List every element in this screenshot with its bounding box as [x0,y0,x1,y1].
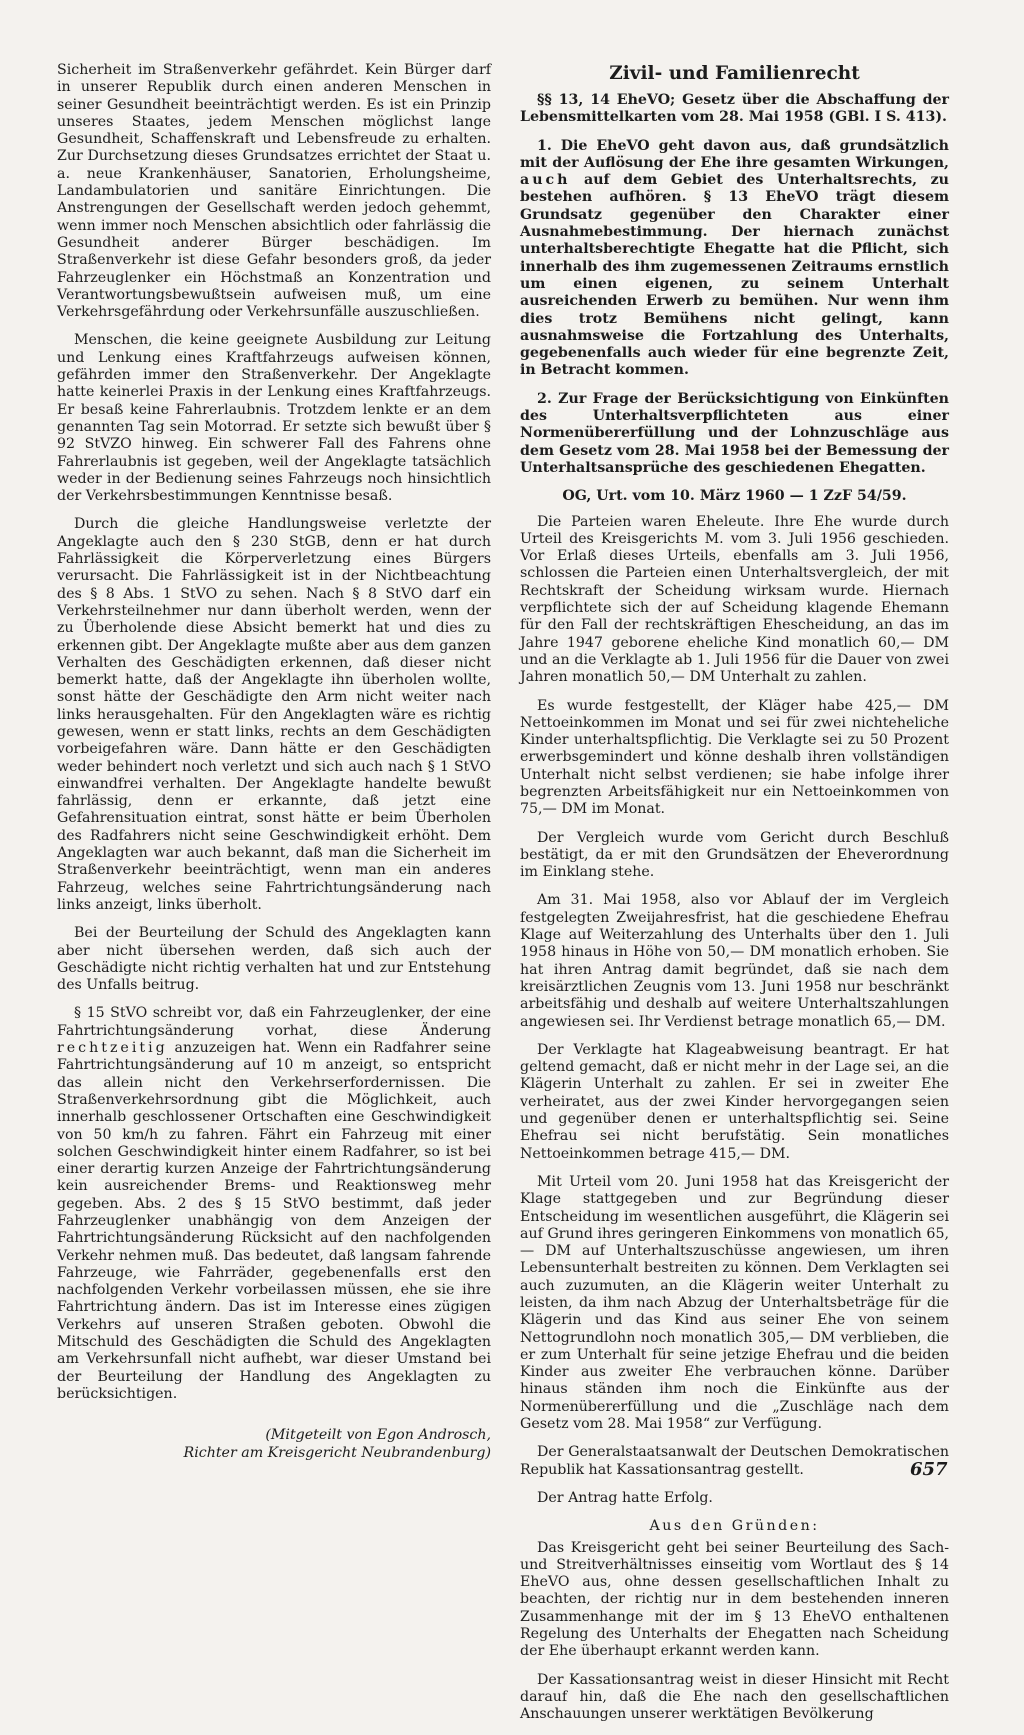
paragraph: Sicherheit im Straßenverkehr gefährdet. Kein Bürger darf in unserer Republik durch einen anderen Menschen in seiner Gesundheit beeinträchtigt werden. Es ist ein Prinzip unseres Staates, jedem Menschen möglichst lange Gesundheit, Schaffenskraft und Lebensfreude zu erhalten. Zur Durchsetzung dieses Grundsatzes errichtet der Staat u. a. neue Krankenhäuser, Sanatorien, Erholungsheime, Landambulatorien und sanitäre Einrichtungen. Die Anstrengungen der Gesellschaft werden jedoch gehemmt, wenn immer noch Menschen absichtlich oder fahrlässig die Gesundheit anderer Bürger beschädigen. Im Straßenverkehr ist diese Gefahr besonders groß, da jeder Fahrzeuglenker ein Höchstmaß an Konzentration und Verantwortungsbewußtsein aufweisen muß, um eine Verkehrsgefährdung oder Verkehrsunfälle auszuschließen. [57,62,491,321]
section-title: Zivil- und Familienrecht [609,63,860,84]
signature-line-2: Richter am Kreisgericht Neubrandenburg) [183,1444,491,1461]
text-run: anzuzeigen hat. Wenn ein Radfahrer seine Fahrtrichtungsänderung auf 10 m anzeigt, so entspricht das allein nicht den Verkehrserfordernissen. Die Straßenverkehrsordnung gibt die Möglichkeit, auch innerhalb geschlossener Ortschaften eine Geschwindigkeit von 50 km/h zu fahren. Fährt ein Fahrzeug mit einer solchen Geschwindigkeit hinter einem Radfahrer, so ist bei einer derartig kurzen Anzeige der Fahrtrichtungsänderung kein ausreichender Brems- und Reaktionsweg mehr gegeben. Abs. 2 des § 15 StVO bestimmt, daß jeder Fahrzeuglenker unabhängig von dem Anzeigen der Fahrtrichtungsänderung Rücksicht auf den nachfolgenden Verkehr nehmen muß. Das bedeutet, daß langsam fahrende Fahrzeuge, wie Fahrräder, gegebenenfalls erst den nachfolgenden Verkehr vorbeilassen müssen, ehe sie ihre Fahrtrichtung ändern. Das ist im Interesse eines zügigen Verkehrs auf unseren Straßen geboten. Obwohl die Mitschuld des Geschädigten die Schuld des Angeklagten am Verkehrsunfall nicht aufhebt, war dieser Umstand bei der Beurteilung der Handlung des Angeklagten zu berücksichtigen. [57,1040,491,1402]
paragraph: Es wurde festgestellt, der Kläger habe 425,— DM Nettoeinkommen im Monat und sei für zwei nichteheliche Kinder unterhaltspflichtig. Die Verklagte sei zu 50 Prozent erwerbsgemindert und könne deshalb ihren vollständigen Unterhalt nicht selbst verdienen; sie habe infolge ihrer begrenzten Arbeitsfähigkeit nur ein Nettoeinkommen von 75,— DM im Monat. [520,697,949,818]
headnote-1 [520,138,949,380]
signature [57,1427,491,1462]
text-run: 1. Die EheVO geht davon aus, daß grundsätzlich mit der Auflösung der Ehe ihre gesamten Wirkungen, [520,137,949,171]
paragraph: Mit Urteil vom 20. Juni 1958 hat das Kreisgericht der Klage stattgegeben und zur Begründung dieser Entscheidung im wesentlichen ausgeführt, die Klägerin sei auf Grund ihres geringeren Einkommens von monatlich 65,— DM auf Unterhaltszuschüsse angewiesen, um ihren Lebensunterhalt bestreiten zu können. Dem Verklagten sei auch zuzumuten, an die Klägerin weiter Unterhalt zu leisten, da ihm nach Abzug der Unterhaltsbeträge für die Klägerin und das Kind aus seiner Ehe von seinem Nettogrundlohn noch monatlich 305,— DM verblieben, die er zum Unterhalt für seine jetzige Ehefrau und die beiden Kinder aus zweiter Ehe verbrauchen könne. Darüber hinaus ständen ihm noch die Einkünfte aus der Normenübererfüllung und die „Zuschläge nach dem Gesetz vom 28. Mai 1958“ zur Verfügung. [520,1173,949,1433]
right-column [520,62,949,1735]
page-number: 657 [910,1459,948,1480]
paragraph: Der Generalstaatsanwalt der Deutschen Demokratischen Republik hat Kassationsantrag gestellt. [520,1444,949,1478]
subheading: Aus den Gründen: [649,1518,820,1535]
paragraph: Der Antrag hatte Erfolg. [537,1489,713,1506]
left-column [57,62,491,1473]
text-run: auf dem Gebiet des Unterhaltsrechts, zu bestehen aufhören. § 13 EheVO trägt diesem Grundsatz gegenüber den Charakter einer Ausnahmebestimmung. Der hiernach zunächst unterhaltsberechtigte Ehegatte hat die Pflicht, sich innerhalb des ihm zugemessenen Zeitraums ernstlich um einen eigenen, zu seinem Unterhalt ausreichenden Erwerb zu bemühen. Nur wenn ihm dies trotz Bemühens nicht gelingt, kann ausnahmsweise die Fortzahlung des Unterhalts, gegebenenfalls auch wieder für eine begrenzte Zeit, in Betracht kommen. [520,172,949,379]
paragraph [57,1005,491,1403]
emphasis-spaced: rechtzeitig [57,1040,168,1057]
headnote-law: §§ 13, 14 EheVO; Gesetz über die Abschaffung der Lebensmittelkarten vom 28. Mai 1958 (GBl. I S. 413). [520,92,949,126]
paragraph: Bei der Beurteilung der Schuld des Angeklagten kann aber nicht übersehen werden, daß sich auch der Geschädigte nicht richtig verhalten hat und zur Entstehung des Unfalls beitrug. [57,925,491,994]
emphasis-spaced: auch [520,172,571,189]
paragraph: Das Kreisgericht geht bei seiner Beurteilung des Sach- und Streitverhältnisses einseitig vom Wortlaut des § 14 EheVO aus, ohne dessen gesellschaftlichen Inhalt zu beachten, der richtig nur in dem bestehenden inneren Zusammenhange mit der im § 13 EheVO enthaltenen Regelung des Unterhalts der Ehegatten nach Scheidung der Ehe überhaupt erkannt werden kann. [520,1539,949,1660]
paragraph: Am 31. Mai 1958, also vor Ablauf der im Vergleich festgelegten Zweijahresfrist, hat die geschiedene Ehefrau Klage auf Weiterzahlung des Unterhalts über den 1. Juli 1958 hinaus in Höhe von 50,— DM monatlich erhoben. Sie hat ihren Antrag damit begründet, daß sie nach dem kreisärztlichen Zeugnis vom 13. Juni 1958 nur beschränkt arbeitsfähig und deshalb auf weitere Unterhaltszahlungen angewiesen sei. Ihr Verdienst betrage monatlich 65,— DM. [520,892,949,1030]
paragraph: Die Parteien waren Eheleute. Ihre Ehe wurde durch Urteil des Kreisgerichts M. vom 3. Juli 1956 geschieden. Vor Erlaß dieses Urteils, ebenfalls am 3. Juli 1956, schlossen die Parteien einen Unterhaltsvergleich, der mit Rechtskraft der Scheidung wirksam wurde. Hiernach verpflichtete sich der auf Scheidung klagende Ehemann für den Fall der rechtskräftigen Ehescheidung, an das im Jahre 1947 geborene eheliche Kind monatlich 60,— DM und an die Verklagte ab 1. Juli 1956 für die Dauer von zwei Jahren monatlich 50,— DM Unterhalt zu zahlen. [520,513,949,686]
text-run: § 15 StVO schreibt vor, daß ein Fahrzeuglenker, der eine Fahrtrichtungsänderung vorhat, diese Änderung [57,1005,491,1039]
case-citation: OG, Urt. vom 10. März 1960 — 1 ZzF 54/59. [562,488,907,505]
paragraph: Der Verklagte hat Klageabweisung beantragt. Er hat geltend gemacht, daß er nicht mehr in der Lage sei, an die Klägerin Unterhalt zu zahlen. Er sei in zweiter Ehe verheiratet, aus der zwei Kinder hervorgegangen seien und gegenüber denen er unterhaltspflichtig sei. Seine Ehefrau sei nicht berufstätig. Sein monatliches Nettoeinkommen betrage 415,— DM. [520,1041,949,1162]
signature-line-1: (Mitgeteilt von Egon Androsch, [265,1427,491,1444]
paragraph: Der Vergleich wurde vom Gericht durch Beschluß bestätigt, da er mit den Grundsätzen der Eheverordnung im Einklang stehe. [520,829,949,881]
paragraph: Menschen, die keine geeignete Ausbildung zur Leitung und Lenkung eines Kraftfahrzeugs aufweisen können, gefährden immer den Straßenverkehr. Der Angeklagte hatte keinerlei Praxis in der Lenkung eines Kraftfahrzeugs. Er besaß keine Fahrerlaubnis. Trotzdem lenkte er an dem genannten Tag sein Motorrad. Er setzte sich bewußt über § 92 StVZO hinweg. Ein schwerer Fall des Fahrens ohne Fahrerlaubnis ist gegeben, weil der Angeklagte tatsächlich weder in der Bedienung seines Fahrzeugs noch hinsichtlich der Verkehrsbestimmungen Kenntnisse besaß. [57,332,491,505]
headnote-2: 2. Zur Frage der Berücksichtigung von Einkünften des Unterhaltsverpflichteten aus einer Normenübererfüllung und der Lohnzuschläge aus dem Gesetz vom 28. Mai 1958 bei der Bemessung der Unterhaltsansprüche des geschiedenen Ehegatten. [520,390,949,476]
paragraph: Der Kassationsantrag weist in dieser Hinsicht mit Recht darauf hin, daß die Ehe nach den gesellschaftlichen Anschauungen unserer werktätigen Bevölkerung [520,1671,949,1723]
paragraph: Durch die gleiche Handlungsweise verletzte der Angeklagte auch den § 230 StGB, denn er hat durch Fahrlässigkeit die Körperverletzung eines Bürgers verursacht. Die Fahrlässigkeit ist in der Nichtbeachtung des § 8 Abs. 1 StVO zu sehen. Nach § 8 StVO darf ein Verkehrsteilnehmer nur dann überholt werden, wenn der zu Überholende diese Absicht bemerkt hat und dies zu erkennen gibt. Der Angeklagte mußte aber aus dem ganzen Verhalten des Geschädigten erkennen, daß dieser nicht bemerkt hatte, daß der Angeklagte ihn überholen wollte, sonst hätte der Geschädigte den Arm nicht weiter nach links herausgehalten. Für den Angeklagten wäre es richtig gewesen, wenn er statt links, rechts an dem Geschädigten vorbeigefahren wäre. Dann hätte er den Geschädigten weder behindert noch verletzt und sich auch nach § 1 StVO einwandfrei verhalten. Der Angeklagte handelte bewußt fahrlässig, denn er erkannte, daß jetzt eine Gefahrensituation eintrat, sonst hätte er beim Überholen des Radfahrers nicht seine Geschwindigkeit erhöht. Dem Angeklagten war auch bekannt, daß man die Sicherheit im Straßenverkehr beeinträchtigt, wenn man ein anderes Fahrzeug, welches seine Fahrtrichtungsänderung nach links anzeigt, links überholt. [57,516,491,913]
